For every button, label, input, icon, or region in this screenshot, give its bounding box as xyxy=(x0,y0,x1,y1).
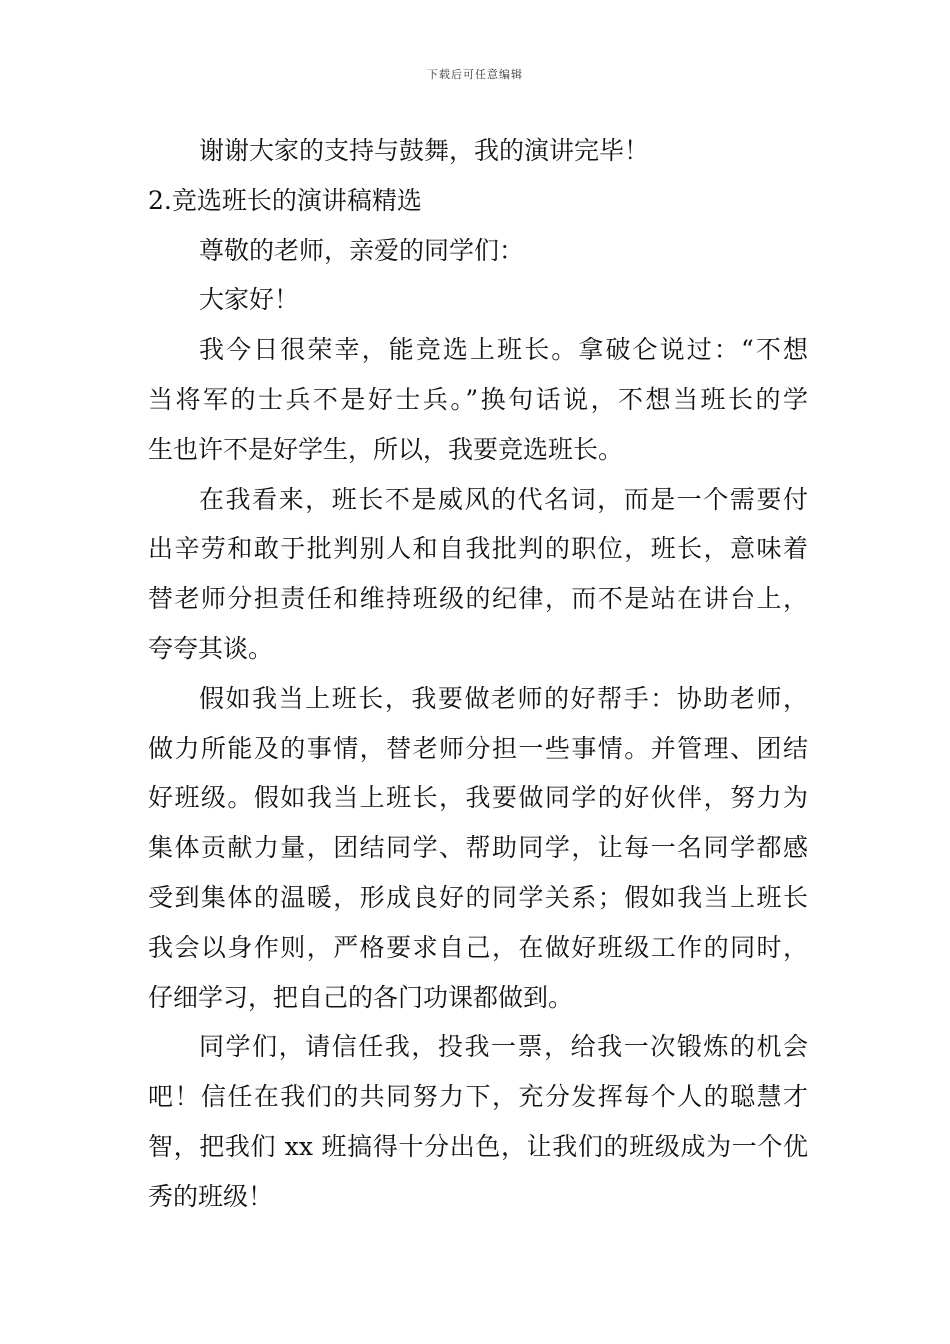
text-line: 出辛劳和敢于批判别人和自我批判的职位，班长，意味着 xyxy=(148,534,808,564)
text-line: 2.竞选班长的演讲稿精选 xyxy=(148,185,422,215)
text-line: 假如我当上班长，我要做老师的好帮手：协助老师， xyxy=(199,683,808,713)
text-line: 在我看来，班长不是威风的代名词，而是一个需要付 xyxy=(199,484,808,514)
text-line: 同学们，请信任我，投我一票，给我一次锻炼的机会 xyxy=(199,1032,808,1062)
text-line: 当将军的士兵不是好士兵。”换句话说，不想当班长的学 xyxy=(148,384,808,414)
text-line: 夸夸其谈。 xyxy=(148,633,274,663)
text-line: 集体贡献力量，团结同学、帮助同学，让每一名同学都感 xyxy=(148,833,808,863)
text-line: 大家好！ xyxy=(199,285,300,315)
text-line: 我会以身作则，严格要求自己，在做好班级工作的同时， xyxy=(148,932,808,962)
text-line: 做力所能及的事情，替老师分担一些事情。并管理、团结 xyxy=(148,733,808,763)
text-line: 替老师分担责任和维持班级的纪律，而不是站在讲台上， xyxy=(148,584,808,614)
text-line: 生也许不是好学生，所以，我要竞选班长。 xyxy=(148,434,624,464)
text-line: 仔细学习，把自己的各门功课都做到。 xyxy=(148,982,574,1012)
document-body xyxy=(148,126,808,1222)
text-line: 谢谢大家的支持与鼓舞，我的演讲完毕！ xyxy=(199,136,650,165)
text-line: 尊敬的老师，亲爱的同学们： xyxy=(199,235,525,265)
page-header-note: 下载后可任意编辑 xyxy=(427,68,523,81)
text-line: 秀的班级！ xyxy=(148,1181,274,1211)
text-line: 我今日很荣幸，能竞选上班长。拿破仑说过：“不想 xyxy=(199,335,808,365)
text-line: 智，把我们 xx 班搞得十分出色，让我们的班级成为一个优 xyxy=(148,1131,808,1161)
text-line: 吧！信任在我们的共同努力下，充分发挥每个人的聪慧才 xyxy=(148,1082,808,1112)
text-line: 受到集体的温暖，形成良好的同学关系；假如我当上班长 xyxy=(148,882,808,912)
text-line: 好班级。假如我当上班长，我要做同学的好伙伴，努力为 xyxy=(148,783,808,813)
